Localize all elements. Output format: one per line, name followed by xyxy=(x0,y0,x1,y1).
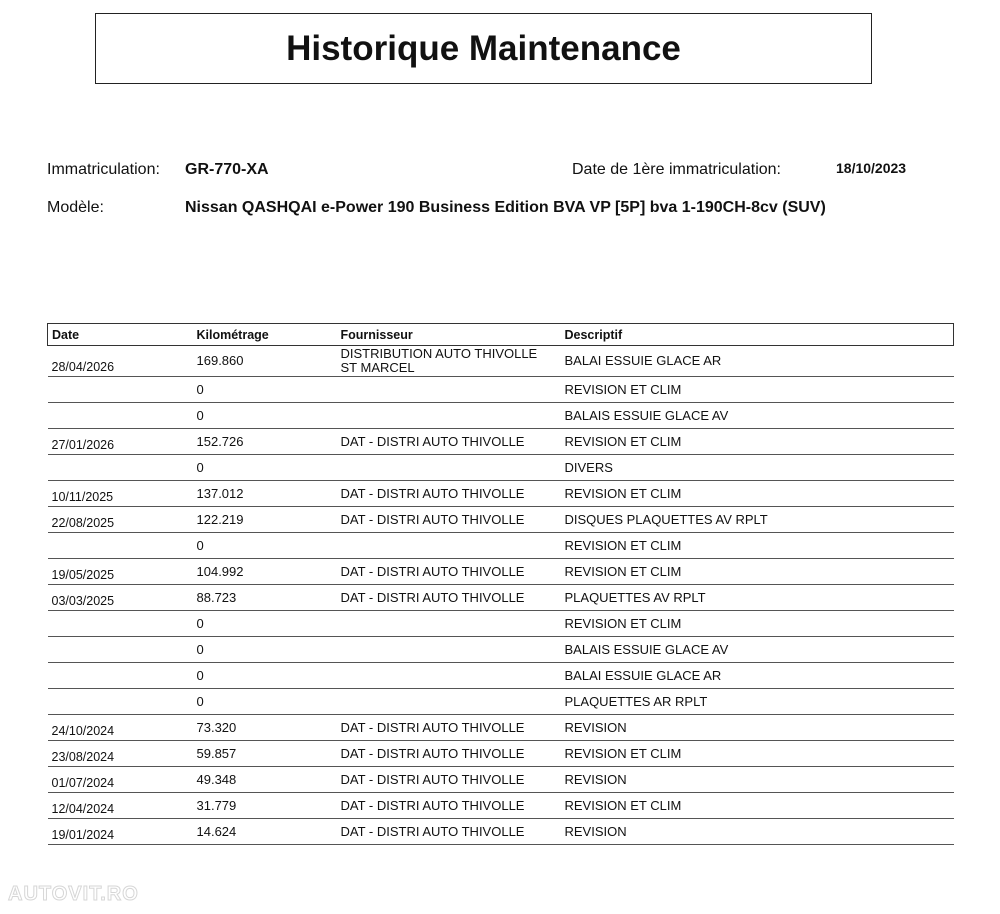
cell-kilometrage: 31.779 xyxy=(193,793,337,819)
table-header-row xyxy=(48,324,954,346)
cell-date xyxy=(48,533,193,559)
table-row xyxy=(48,559,954,585)
model-label: Modèle: xyxy=(47,199,104,216)
table-row xyxy=(48,377,954,403)
cell-descriptif: REVISION ET CLIM xyxy=(561,611,954,637)
cell-descriptif: PLAQUETTES AR RPLT xyxy=(561,689,954,715)
cell-kilometrage: 122.219 xyxy=(193,507,337,533)
cell-date: 22/08/2025 xyxy=(48,507,193,533)
cell-descriptif: REVISION xyxy=(561,767,954,793)
cell-fournisseur xyxy=(337,689,561,715)
cell-fournisseur xyxy=(337,455,561,481)
column-header-fournisseur: Fournisseur xyxy=(337,324,561,346)
cell-date: 19/01/2024 xyxy=(48,819,193,845)
model-value: Nissan QASHQAI e-Power 190 Business Edition BVA VP [5P] bva 1-190CH-8cv (SUV) xyxy=(185,199,826,216)
cell-descriptif: DIVERS xyxy=(561,455,954,481)
cell-fournisseur: DISTRIBUTION AUTO THIVOLLE ST MARCEL xyxy=(337,346,561,377)
cell-kilometrage: 73.320 xyxy=(193,715,337,741)
cell-fournisseur: DAT - DISTRI AUTO THIVOLLE xyxy=(337,741,561,767)
cell-fournisseur xyxy=(337,637,561,663)
table-row xyxy=(48,533,954,559)
cell-fournisseur: DAT - DISTRI AUTO THIVOLLE xyxy=(337,507,561,533)
table-row xyxy=(48,481,954,507)
column-header-descriptif: Descriptif xyxy=(561,324,954,346)
cell-descriptif: REVISION ET CLIM xyxy=(561,533,954,559)
table-row xyxy=(48,663,954,689)
cell-fournisseur: DAT - DISTRI AUTO THIVOLLE xyxy=(337,793,561,819)
table-row xyxy=(48,637,954,663)
table-row xyxy=(48,741,954,767)
cell-fournisseur: DAT - DISTRI AUTO THIVOLLE xyxy=(337,715,561,741)
cell-kilometrage: 14.624 xyxy=(193,819,337,845)
table-row xyxy=(48,507,954,533)
cell-descriptif: PLAQUETTES AV RPLT xyxy=(561,585,954,611)
cell-descriptif: REVISION ET CLIM xyxy=(561,481,954,507)
cell-descriptif: REVISION ET CLIM xyxy=(561,741,954,767)
cell-fournisseur xyxy=(337,611,561,637)
cell-kilometrage: 0 xyxy=(193,611,337,637)
cell-kilometrage: 0 xyxy=(193,689,337,715)
cell-descriptif: REVISION ET CLIM xyxy=(561,429,954,455)
title-box xyxy=(95,13,872,84)
cell-date: 27/01/2026 xyxy=(48,429,193,455)
cell-date: 01/07/2024 xyxy=(48,767,193,793)
cell-fournisseur: DAT - DISTRI AUTO THIVOLLE xyxy=(337,585,561,611)
cell-fournisseur xyxy=(337,663,561,689)
immatriculation-label: Immatriculation: xyxy=(47,161,160,178)
cell-date: 28/04/2026 xyxy=(48,346,193,377)
cell-kilometrage: 169.860 xyxy=(193,346,337,377)
cell-descriptif: BALAIS ESSUIE GLACE AV xyxy=(561,637,954,663)
cell-date: 19/05/2025 xyxy=(48,559,193,585)
cell-descriptif: REVISION ET CLIM xyxy=(561,377,954,403)
cell-fournisseur xyxy=(337,533,561,559)
cell-date: 24/10/2024 xyxy=(48,715,193,741)
column-header-date: Date xyxy=(48,324,193,346)
first-registration-value: 18/10/2023 xyxy=(836,160,907,176)
cell-date xyxy=(48,455,193,481)
cell-date: 23/08/2024 xyxy=(48,741,193,767)
cell-kilometrage: 104.992 xyxy=(193,559,337,585)
table-row xyxy=(48,429,954,455)
cell-date: 12/04/2024 xyxy=(48,793,193,819)
cell-date xyxy=(48,637,193,663)
cell-fournisseur: DAT - DISTRI AUTO THIVOLLE xyxy=(337,819,561,845)
cell-kilometrage: 0 xyxy=(193,637,337,663)
table-row xyxy=(48,403,954,429)
cell-fournisseur: DAT - DISTRI AUTO THIVOLLE xyxy=(337,559,561,585)
table-row xyxy=(48,793,954,819)
cell-date xyxy=(48,377,193,403)
cell-kilometrage: 137.012 xyxy=(193,481,337,507)
cell-descriptif: REVISION xyxy=(561,715,954,741)
table-row xyxy=(48,767,954,793)
immatriculation-value: GR-770-XA xyxy=(185,161,269,178)
table-row xyxy=(48,715,954,741)
cell-kilometrage: 0 xyxy=(193,377,337,403)
maintenance-table xyxy=(47,323,954,845)
cell-kilometrage: 0 xyxy=(193,663,337,689)
cell-kilometrage: 59.857 xyxy=(193,741,337,767)
table-row xyxy=(48,455,954,481)
cell-descriptif: BALAI ESSUIE GLACE AR xyxy=(561,663,954,689)
cell-date: 03/03/2025 xyxy=(48,585,193,611)
table-row xyxy=(48,585,954,611)
cell-descriptif: REVISION ET CLIM xyxy=(561,559,954,585)
cell-kilometrage: 0 xyxy=(193,403,337,429)
cell-kilometrage: 0 xyxy=(193,455,337,481)
watermark-logo: AUTOVIT.RO xyxy=(8,883,139,905)
cell-fournisseur xyxy=(337,377,561,403)
cell-kilometrage: 152.726 xyxy=(193,429,337,455)
cell-date xyxy=(48,403,193,429)
cell-fournisseur: DAT - DISTRI AUTO THIVOLLE xyxy=(337,429,561,455)
table-row xyxy=(48,819,954,845)
cell-descriptif: BALAIS ESSUIE GLACE AV xyxy=(561,403,954,429)
cell-fournisseur: DAT - DISTRI AUTO THIVOLLE xyxy=(337,481,561,507)
cell-descriptif: DISQUES PLAQUETTES AV RPLT xyxy=(561,507,954,533)
cell-date: 10/11/2025 xyxy=(48,481,193,507)
maintenance-table-wrapper xyxy=(47,323,954,845)
cell-date xyxy=(48,689,193,715)
page-title: Historique Maintenance xyxy=(286,28,681,68)
column-header-kilometrage: Kilométrage xyxy=(193,324,337,346)
cell-fournisseur: DAT - DISTRI AUTO THIVOLLE xyxy=(337,767,561,793)
cell-date xyxy=(48,663,193,689)
table-row xyxy=(48,689,954,715)
cell-kilometrage: 88.723 xyxy=(193,585,337,611)
cell-kilometrage: 0 xyxy=(193,533,337,559)
table-row xyxy=(48,611,954,637)
cell-fournisseur xyxy=(337,403,561,429)
cell-descriptif: BALAI ESSUIE GLACE AR xyxy=(561,346,954,377)
cell-descriptif: REVISION ET CLIM xyxy=(561,793,954,819)
cell-kilometrage: 49.348 xyxy=(193,767,337,793)
first-registration-label: Date de 1ère immatriculation: xyxy=(572,161,781,178)
table-row xyxy=(48,346,954,377)
cell-descriptif: REVISION xyxy=(561,819,954,845)
cell-date xyxy=(48,611,193,637)
table-body xyxy=(48,346,954,845)
